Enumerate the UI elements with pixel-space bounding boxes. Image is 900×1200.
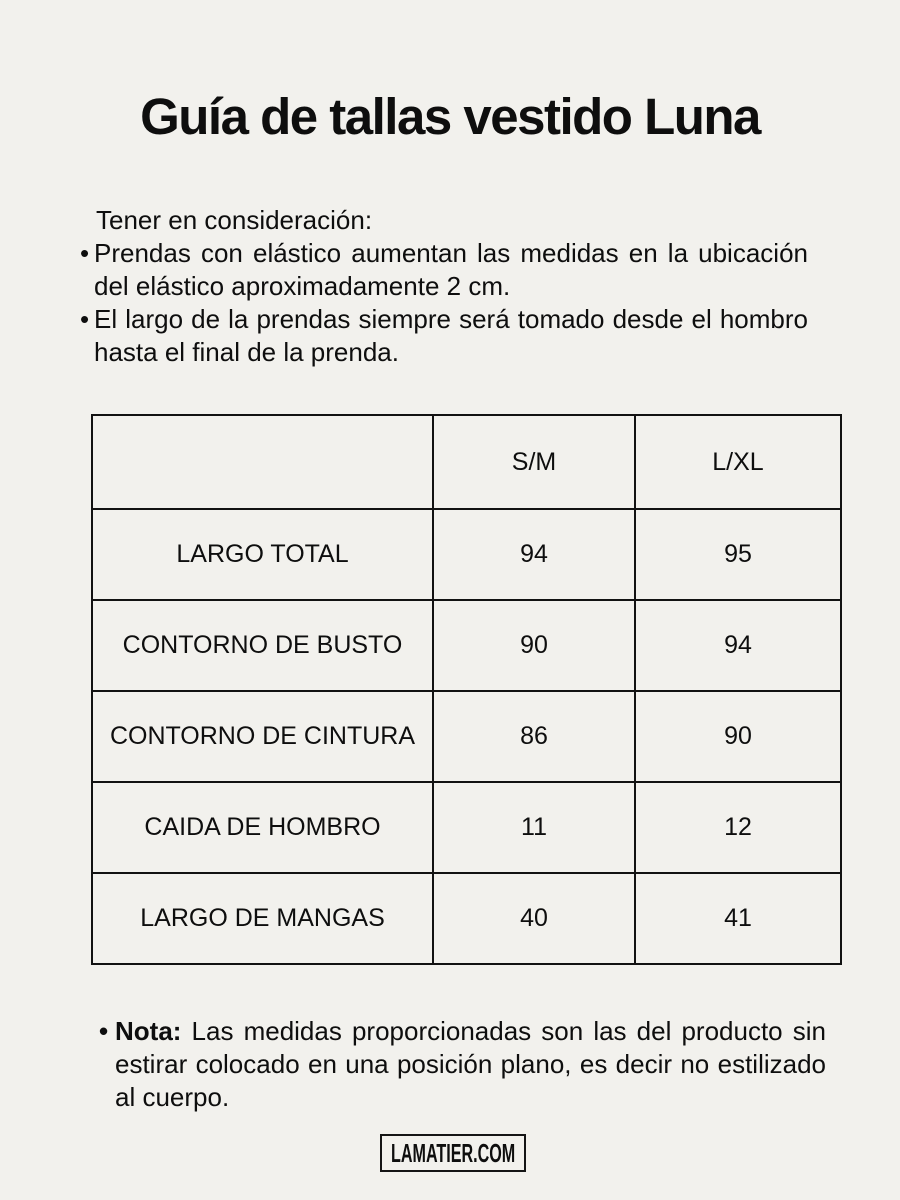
table-row	[92, 782, 841, 873]
row-label: CONTORNO DE BUSTO	[92, 600, 433, 691]
considerations-heading: Tener en consideración:	[96, 205, 373, 235]
row-label: LARGO TOTAL	[92, 509, 433, 600]
row-value-lxl: 95	[635, 509, 841, 600]
row-value-lxl: 12	[635, 782, 841, 873]
size-table-header-sm: S/M	[433, 415, 635, 509]
size-table-corner-cell	[92, 415, 433, 509]
size-table-header-row	[92, 415, 841, 509]
table-row	[92, 509, 841, 600]
table-row	[92, 873, 841, 964]
row-value-sm: 11	[433, 782, 635, 873]
row-value-sm: 90	[433, 600, 635, 691]
size-table	[91, 414, 842, 965]
consideration-bullet-length: • El largo de la prendas siempre será tomado desde el hombro hasta el final de la prenda.	[94, 303, 808, 369]
row-label: LARGO DE MANGAS	[92, 873, 433, 964]
brand-badge	[380, 1134, 526, 1172]
page-title: Guía de tallas vestido Luna	[140, 88, 760, 146]
table-row	[92, 600, 841, 691]
note-text: Las medidas proporcionadas son las del producto sin estirar colocado en una posición plano, es decir no estilizado al cuerpo.	[115, 1016, 826, 1112]
row-value-sm: 86	[433, 691, 635, 782]
size-table-header-lxl: L/XL	[635, 415, 841, 509]
row-label: CAIDA DE HOMBRO	[92, 782, 433, 873]
row-value-sm: 94	[433, 509, 635, 600]
brand-text: LAMATIER.COM	[390, 1137, 516, 1168]
considerations-list	[94, 237, 808, 369]
considerations-section	[94, 204, 808, 369]
note-section	[115, 1015, 826, 1114]
row-label: CONTORNO DE CINTURA	[92, 691, 433, 782]
row-value-lxl: 94	[635, 600, 841, 691]
row-value-lxl: 90	[635, 691, 841, 782]
row-value-sm: 40	[433, 873, 635, 964]
note-label: Nota:	[115, 1016, 182, 1046]
table-row	[92, 691, 841, 782]
consideration-bullet-elastic: • Prendas con elástico aumentan las medidas en la ubicación del elástico aproximadamente 2 cm.	[94, 237, 808, 303]
row-value-lxl: 41	[635, 873, 841, 964]
